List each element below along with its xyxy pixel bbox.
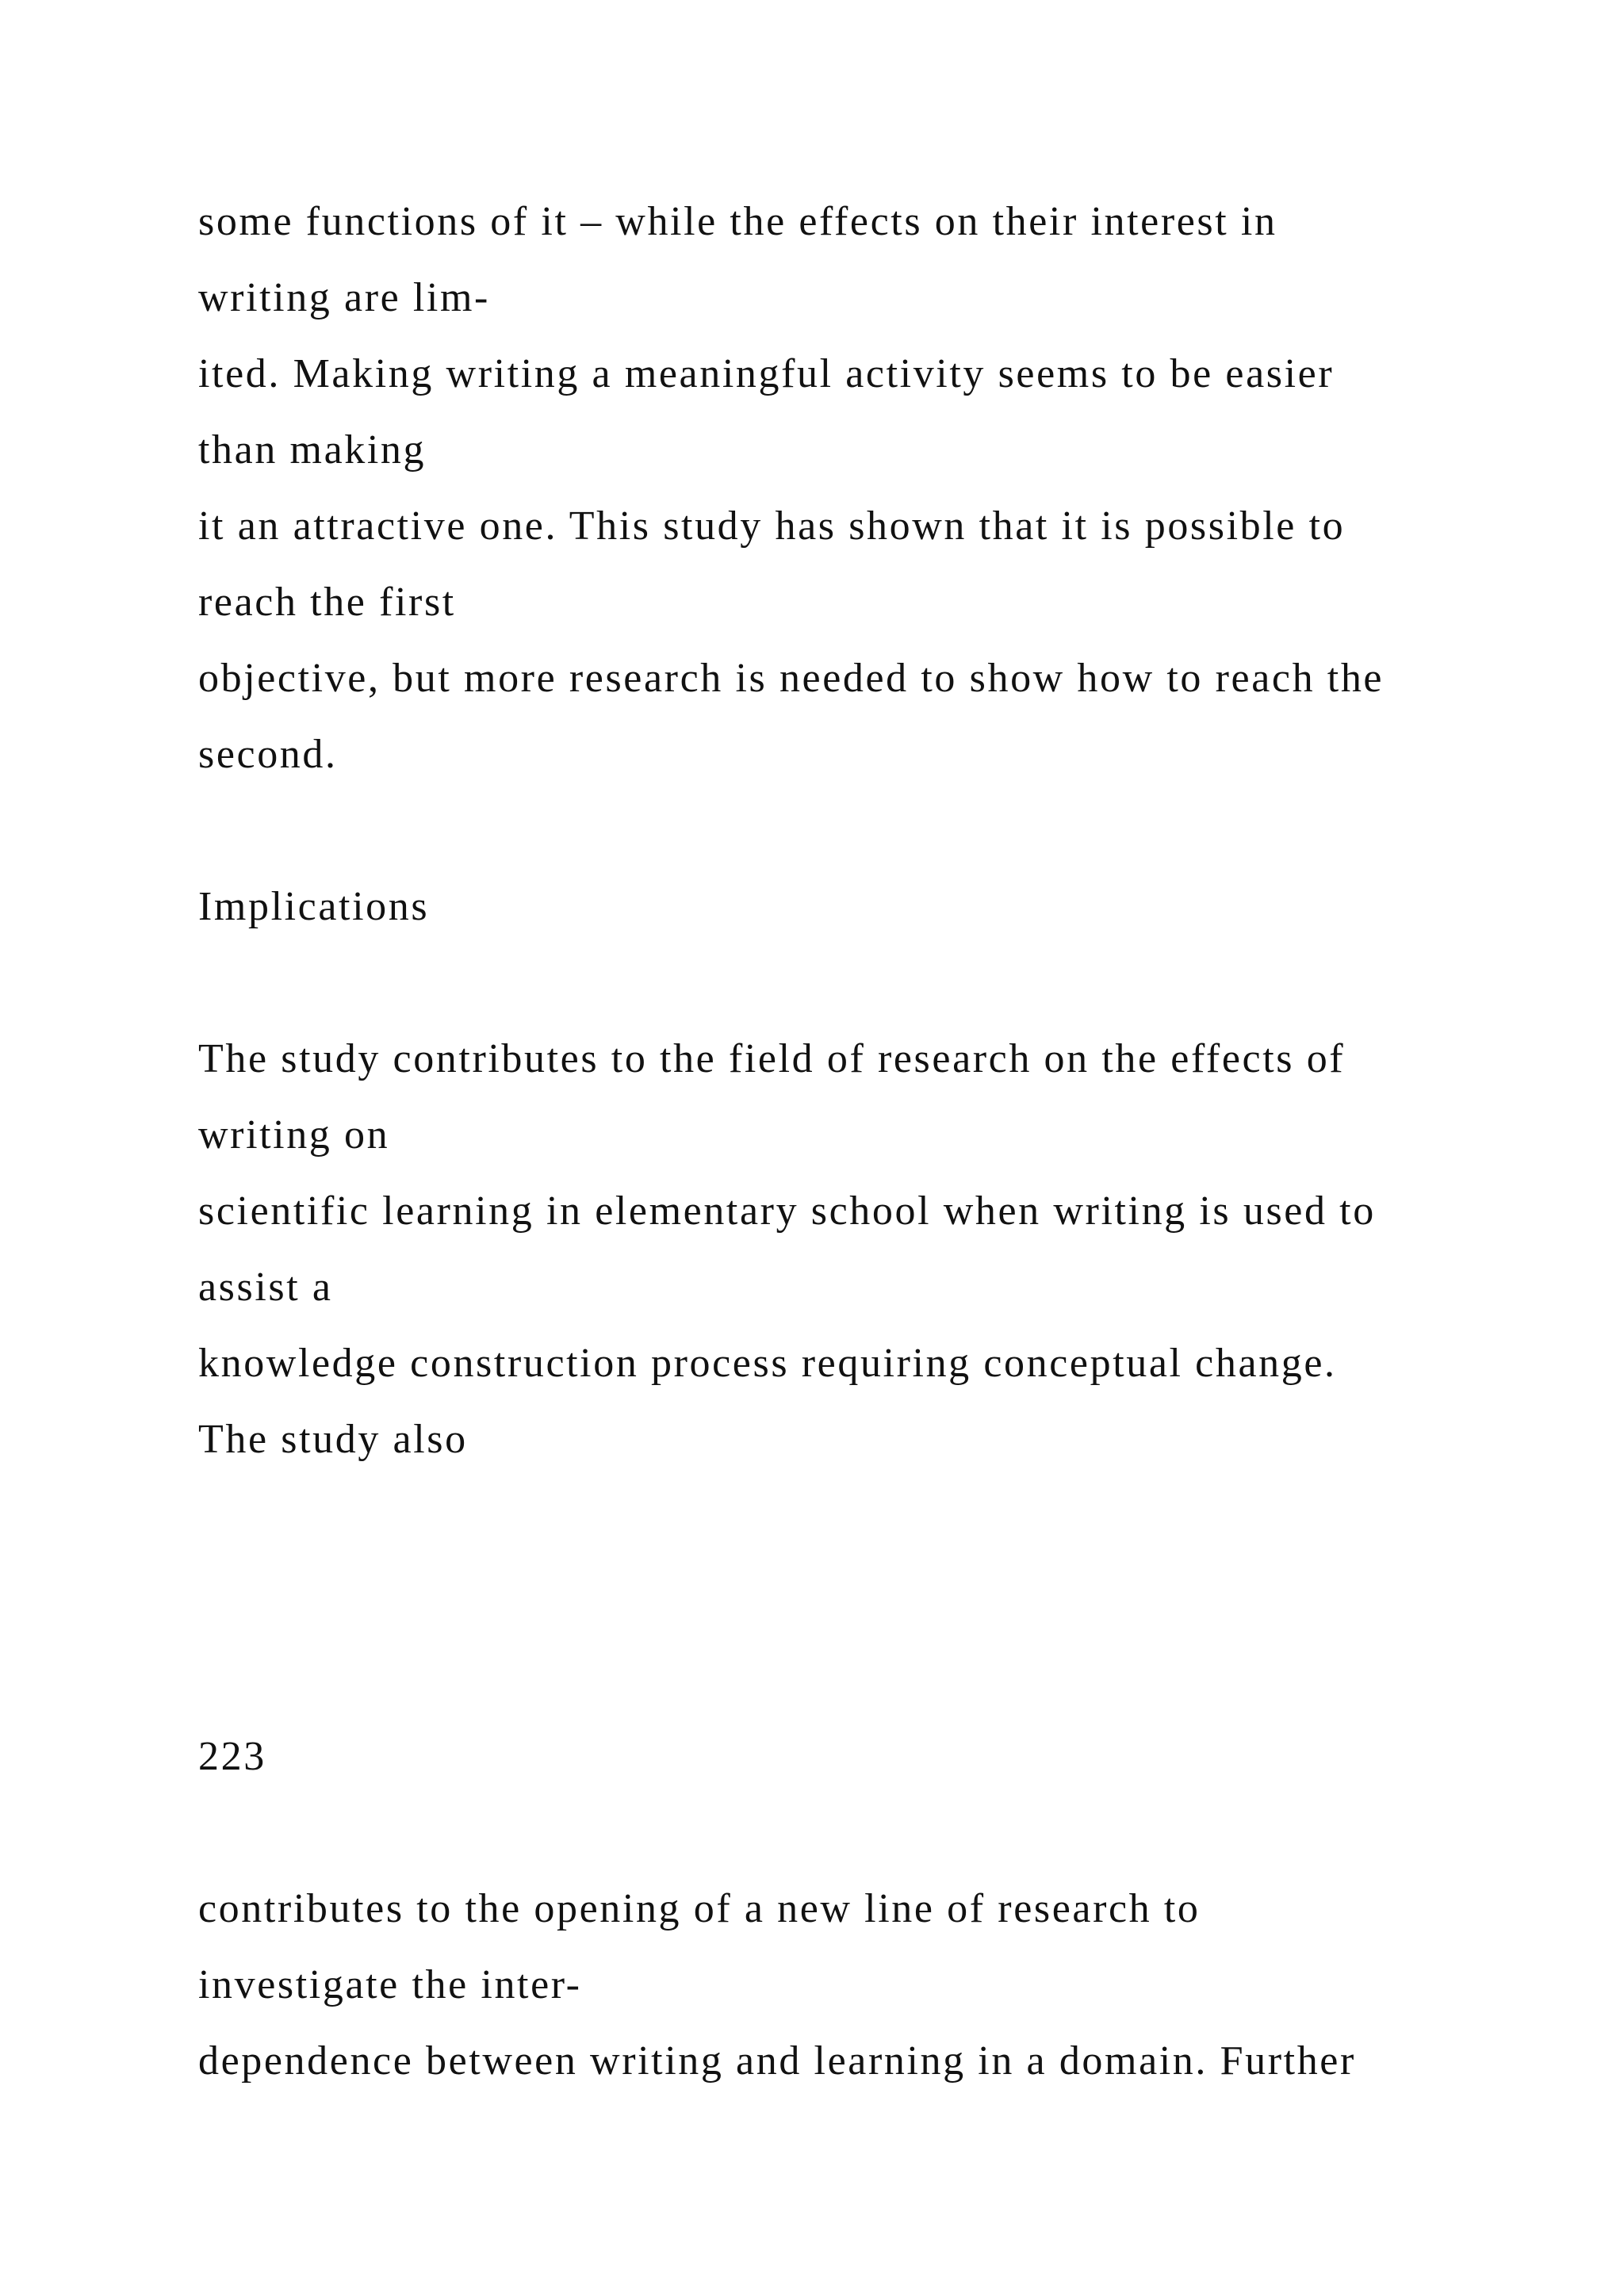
paragraph-3-line-2: investigate the inter- — [198, 1962, 582, 2007]
paragraph-2-line-6: The study also — [198, 1417, 468, 1462]
paragraph-1-line-1: some functions of it – while the effects on their interest in — [198, 199, 1277, 244]
paragraph-1-line-6: reach the first — [198, 580, 456, 625]
paragraph-2-line-1: The study contributes to the field of research on the effects of — [198, 1036, 1346, 1081]
paragraph-2-line-5: knowledge construction process requiring conceptual change. — [198, 1341, 1337, 1386]
paragraph-3-line-3: dependence between writing and learning in a domain. Further — [198, 2038, 1356, 2084]
paragraph-1-line-4: than making — [198, 427, 427, 473]
paragraph-1-line-3: ited. Making writing a meaningful activity seems to be easier — [198, 351, 1335, 396]
paragraph-3-line-1: contributes to the opening of a new line of research to — [198, 1886, 1201, 1931]
paragraph-1-line-5: it an attractive one. This study has shown that it is possible to — [198, 503, 1346, 549]
paragraph-1-line-8: second. — [198, 732, 338, 777]
paragraph-1-line-7: objective, but more research is needed to show how to reach the — [198, 656, 1385, 701]
paragraph-2-line-4: assist a — [198, 1265, 333, 1310]
page-number: 223 — [198, 1734, 266, 1779]
paragraph-2-line-3: scientific learning in elementary school when writing is used to — [198, 1188, 1376, 1234]
section-heading: Implications — [198, 884, 430, 929]
paragraph-2-line-2: writing on — [198, 1112, 390, 1158]
paragraph-1-line-2: writing are lim- — [198, 275, 490, 320]
